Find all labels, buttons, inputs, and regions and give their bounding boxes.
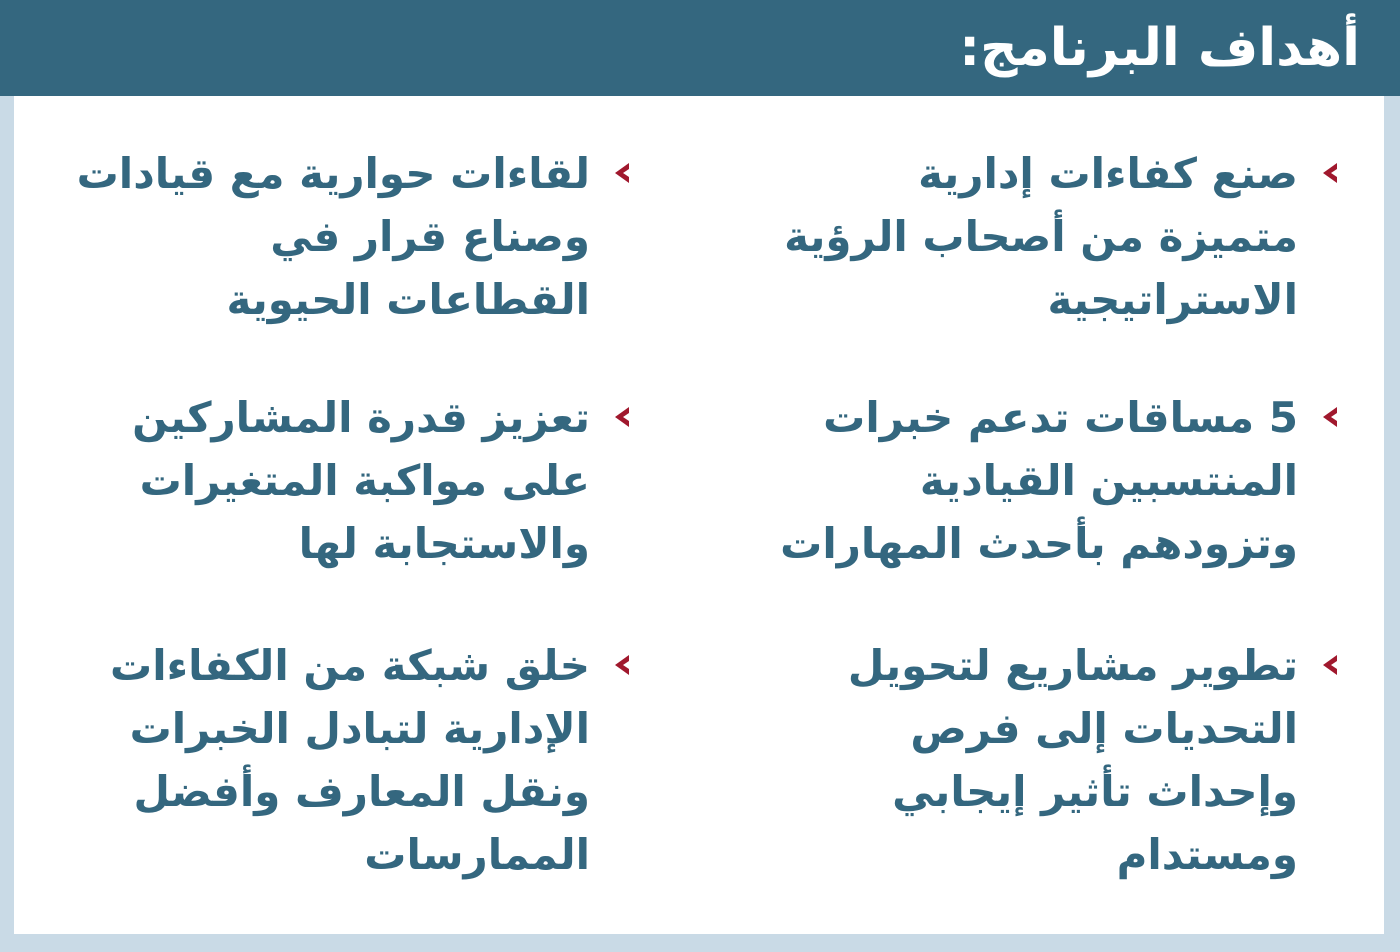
- goal-item: [782, 634, 1342, 904]
- goal-item: [74, 634, 634, 904]
- chevron-left-icon: [614, 407, 630, 427]
- goal-text: تعزيز قدرة المشاركين على مواكبة المتغيرات والاستجابة لها: [132, 393, 590, 568]
- page-title: أهداف البرنامج:: [959, 18, 1360, 78]
- goal-item: [74, 142, 634, 412]
- goals-panel: [14, 96, 1384, 934]
- goal-text: 5 مساقات تدعم خبرات المنتسبين القيادية وتزودهم بأحدث المهارات: [780, 393, 1298, 568]
- goal-item: [782, 142, 1342, 412]
- chevron-left-icon: [1322, 655, 1338, 675]
- goal-text: تطوير مشاريع لتحويل التحديات إلى فرص وإحداث تأثير إيجابي ومستدام: [847, 641, 1298, 879]
- chevron-left-icon: [614, 163, 630, 183]
- chevron-left-icon: [614, 655, 630, 675]
- goal-item: [782, 386, 1342, 656]
- chevron-left-icon: [1322, 163, 1338, 183]
- header-bar: [0, 0, 1400, 96]
- goal-text: لقاءات حوارية مع قيادات وصناع قرار في القطاعات الحيوية: [76, 149, 590, 324]
- chevron-left-icon: [1322, 407, 1338, 427]
- goal-item: [74, 386, 634, 656]
- goal-text: صنع كفاءات إدارية متميزة من أصحاب الرؤية الاستراتيجية: [784, 149, 1298, 324]
- goal-text: خلق شبكة من الكفاءات الإدارية لتبادل الخبرات ونقل المعارف وأفضل الممارسات: [110, 641, 590, 879]
